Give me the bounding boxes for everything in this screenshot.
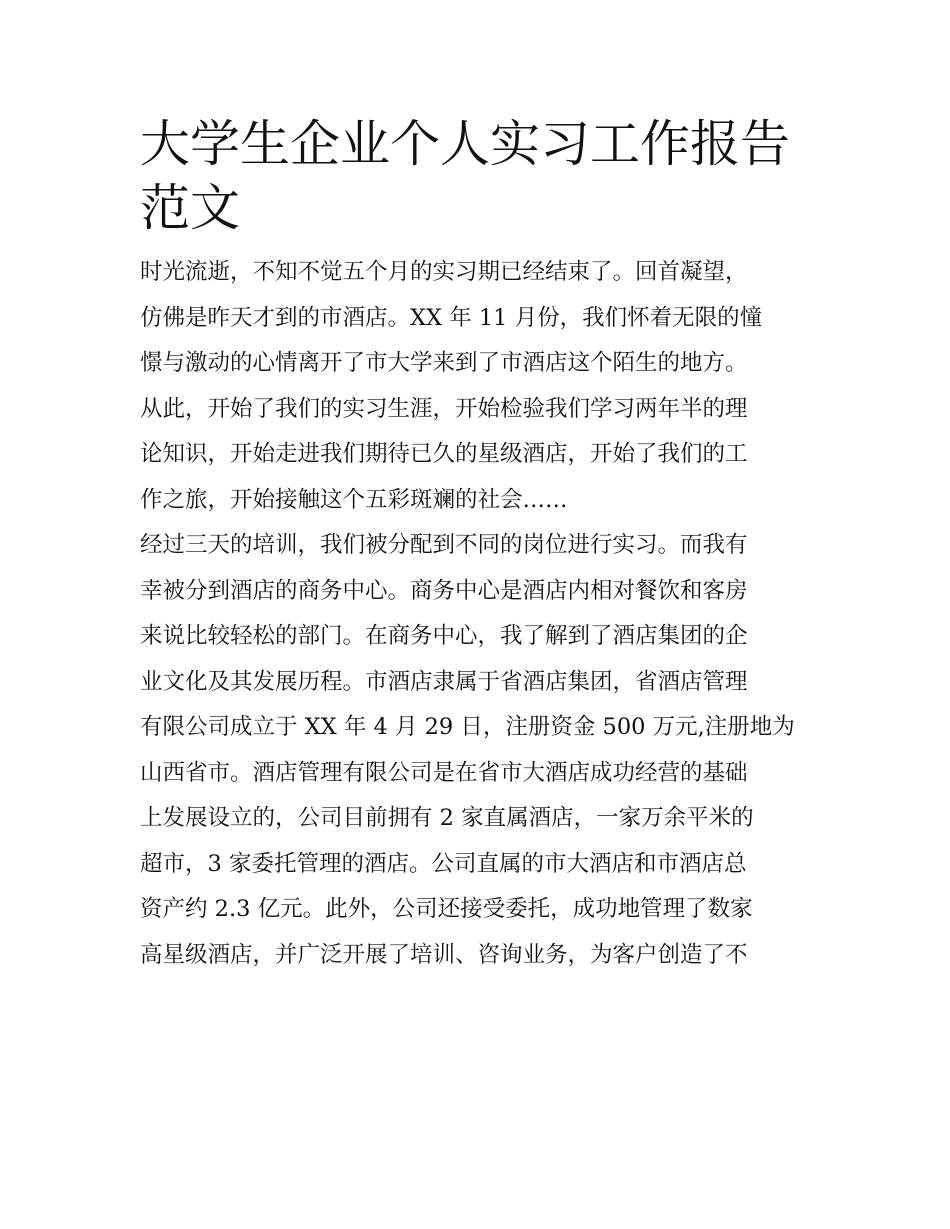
text-line: 仿佛是昨天才到的市酒店。XX 年 11 月份，我们怀着无限的憧	[140, 304, 763, 331]
text-line: 有限公司成立于 XX 年 4 月 29 日，注册资金 500 万元,注册地为	[140, 714, 795, 740]
text-line: 资产约 2.3 亿元。此外，公司还接受委托，成功地管理了数家	[140, 896, 753, 922]
text-line: 论知识，开始走进我们期待已久的星级酒店，开始了我们的工	[140, 441, 748, 467]
text-line: 来说比较轻松的部门。在商务中心，我了解到了酒店集团的企	[140, 623, 748, 649]
paragraph-1	[140, 256, 816, 517]
text-line: 幸被分到酒店的商务中心。商务中心是酒店内相对餐饮和客房	[140, 577, 748, 604]
text-line: 作之旅，开始接触这个五彩斑斓的社会……	[140, 486, 568, 513]
text-line: 业文化及其发展历程。市酒店隶属于省酒店集团，省酒店管理	[140, 668, 748, 695]
title-line: 范文	[140, 179, 240, 237]
text-line: 经过三天的培训，我们被分配到不同的岗位进行实习。而我有	[140, 532, 748, 558]
text-line: 从此，开始了我们的实习生涯，开始检验我们学习两年半的理	[140, 395, 748, 422]
text-line: 时光流逝，不知不觉五个月的实习期已经结束了。回首凝望，	[140, 259, 748, 285]
text-line: 超市，3 家委托管理的酒店。公司直属的市大酒店和市酒店总	[140, 850, 747, 877]
text-line: 山西省市。酒店管理有限公司是在省市大酒店成功经营的基础	[140, 759, 748, 786]
document-page	[140, 112, 816, 984]
text-line: 高星级酒店，并广泛开展了培训、咨询业务，为客户创造了不	[140, 941, 748, 968]
text-line: 憬与激动的心情离开了市大学来到了市酒店这个陌生的地方。	[140, 350, 748, 376]
title-line: 大学生企业个人实习工作报告	[140, 115, 790, 173]
text-line: 上发展设立的，公司目前拥有 2 家直属酒店，一家万余平米的	[140, 805, 754, 831]
document-title	[140, 112, 816, 240]
paragraph-2	[140, 529, 816, 972]
